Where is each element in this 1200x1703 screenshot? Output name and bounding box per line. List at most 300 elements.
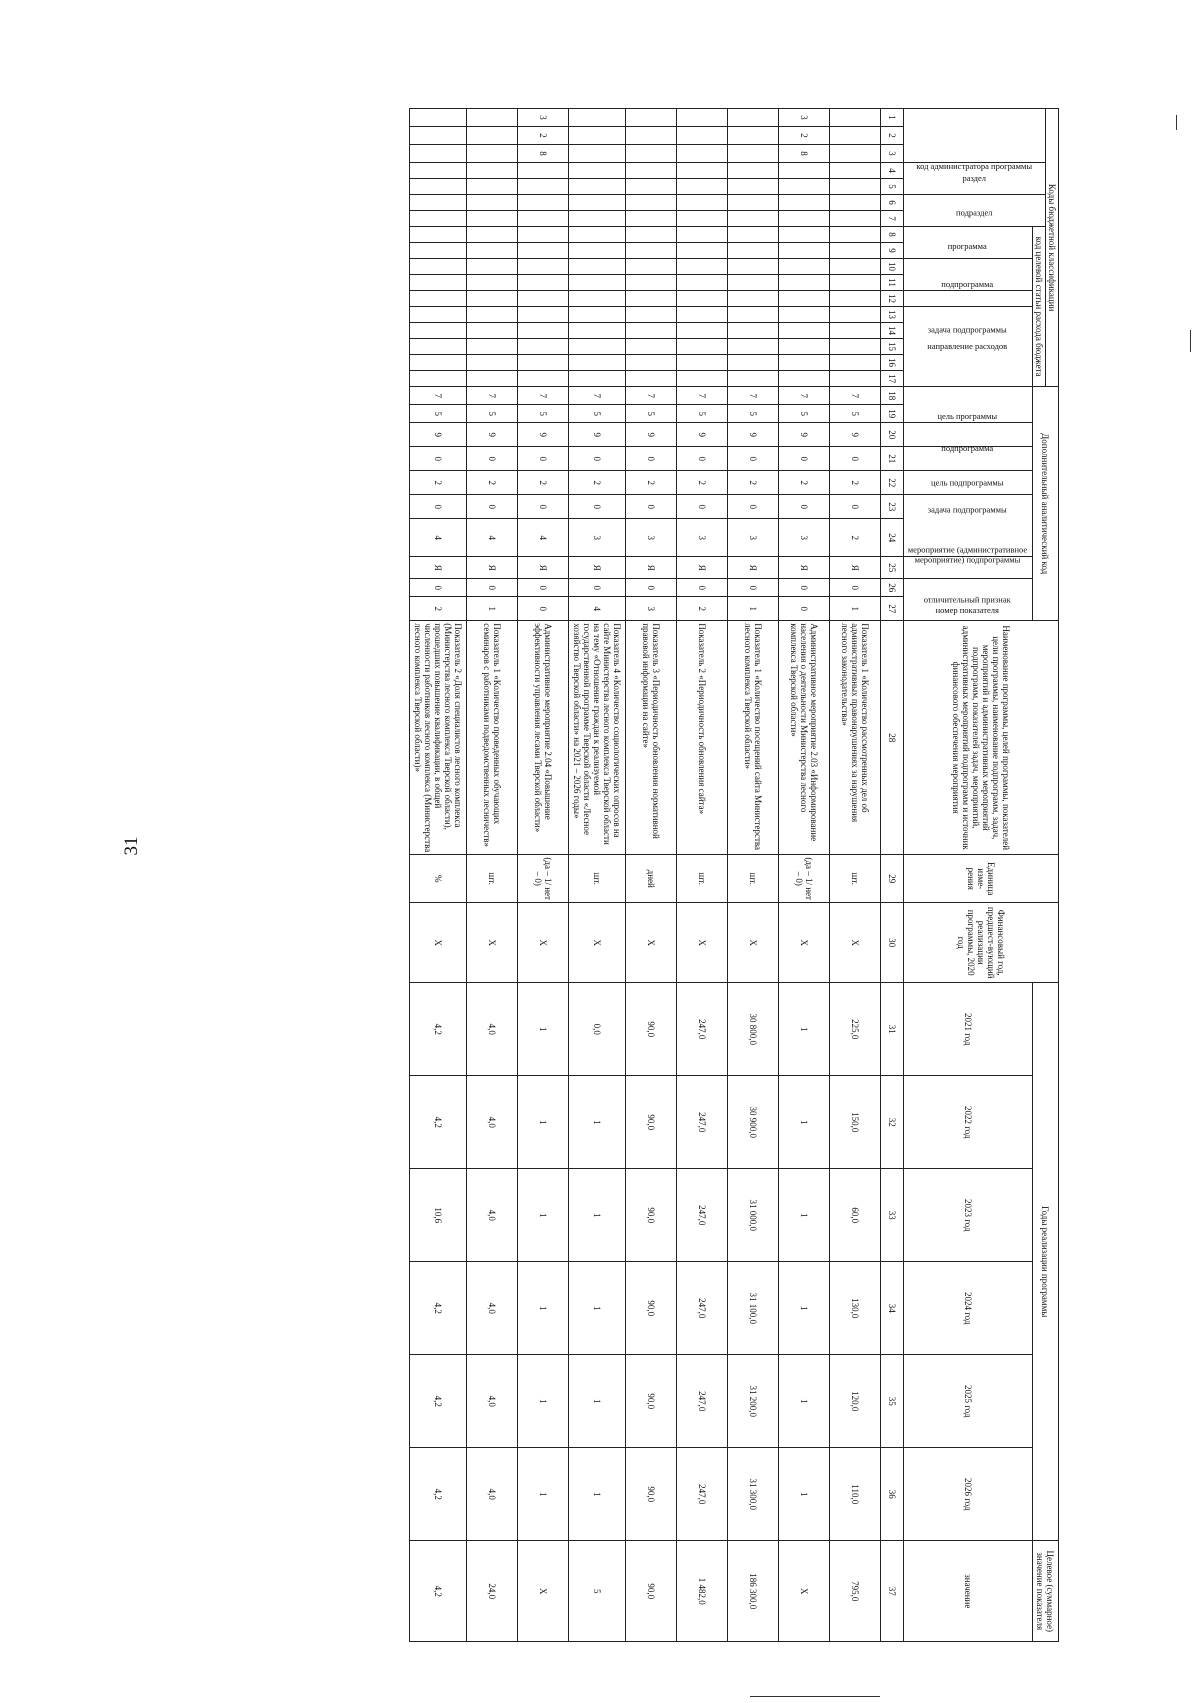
year-value-cell: 1 <box>517 983 568 1076</box>
kbk-code-cell <box>829 307 880 323</box>
base-year-cell: X <box>568 903 625 983</box>
kbk-code-cell <box>409 109 466 127</box>
column-number: 8 <box>880 227 903 243</box>
kbk-code-cell <box>727 109 778 127</box>
column-number: 27 <box>880 597 903 621</box>
kbk-code-cell <box>676 227 727 243</box>
kbk-code-cell: 3 <box>778 109 829 127</box>
kbk-code-cell <box>676 275 727 291</box>
base-year-cell: X <box>625 903 676 983</box>
dop-code-cell: 4 <box>568 597 625 621</box>
kbk-code-cell <box>466 323 517 339</box>
column-number: 32 <box>880 1076 903 1169</box>
column-number: 33 <box>880 1169 903 1262</box>
year-value-cell: 31 300,0 <box>727 1448 778 1541</box>
year-value-cell: 90,0 <box>625 983 676 1076</box>
kbk-code-cell <box>676 243 727 259</box>
kbk-code-cell: 2 <box>778 127 829 145</box>
column-number: 26 <box>880 579 903 597</box>
kbk-code-cell <box>778 307 829 323</box>
year-value-cell: 1 <box>778 1355 829 1448</box>
dop-code-cell: 0 <box>829 579 880 597</box>
target-value-cell: 1 482,0 <box>676 1541 727 1642</box>
kbk-code-cell <box>466 291 517 307</box>
dop-code-cell: 0 <box>625 579 676 597</box>
unit-cell: шт. <box>727 855 778 903</box>
kbk-code-cell <box>568 179 625 195</box>
year-value-cell: 1 <box>778 1169 829 1262</box>
column-number: 9 <box>880 243 903 259</box>
year-value-cell: 4,2 <box>409 983 466 1076</box>
kbk-code-cell <box>727 163 778 179</box>
kbk-code-cell <box>727 339 778 355</box>
kbk-code-cell <box>466 145 517 163</box>
year-2021-header: 2021 год <box>903 983 1032 1076</box>
kbk-code-cell <box>829 275 880 291</box>
kbk-code-cell <box>625 291 676 307</box>
zadacha-podprogrammy-header: задача подпрограммы <box>903 471 1032 495</box>
kbk-code-cell <box>409 355 466 371</box>
column-number: 25 <box>880 557 903 579</box>
dop-code-cell: 0 <box>517 597 568 621</box>
kbk-code-cell <box>517 307 568 323</box>
kbk-code-cell <box>727 371 778 387</box>
kbk-code-cell <box>829 371 880 387</box>
year-value-cell: 90,0 <box>625 1355 676 1448</box>
kbk-code-cell <box>727 355 778 371</box>
target-value-cell: 24,0 <box>466 1541 517 1642</box>
column-number: 24 <box>880 519 903 557</box>
scan-mark <box>750 1696 880 1697</box>
dop-code-cell: 4 <box>517 519 568 557</box>
kbk-code-cell <box>625 371 676 387</box>
kbk-code-cell <box>625 275 676 291</box>
column-number: 22 <box>880 471 903 495</box>
year-value-cell: 1 <box>778 1262 829 1355</box>
kbk-code-cell <box>466 243 517 259</box>
year-2026-header: 2026 год <box>903 1448 1032 1541</box>
column-number: 12 <box>880 291 903 307</box>
year-value-cell: 1 <box>778 983 829 1076</box>
year-value-cell: 90,0 <box>625 1448 676 1541</box>
column-number: 36 <box>880 1448 903 1541</box>
kbk-code-cell <box>517 291 568 307</box>
kbk-code-cell <box>676 179 727 195</box>
kbk-code-cell <box>727 307 778 323</box>
year-value-cell: 1 <box>517 1448 568 1541</box>
kbk-code-cell <box>568 195 625 211</box>
dop-code-cell: 2 <box>409 471 466 495</box>
dop-code-cell: 0 <box>625 447 676 471</box>
cel-programmy-header: цель программы <box>903 387 1032 423</box>
dop-code-cell: 9 <box>568 423 625 447</box>
kbk-code-cell <box>625 259 676 275</box>
kbk-code-cell <box>568 275 625 291</box>
year-value-cell: 10,6 <box>409 1169 466 1262</box>
kbk-code-cell <box>568 127 625 145</box>
row-name-cell: Показатель 2 «Доля специалистов лесного комплекса (Министерства лесного комплекса Тверской области), прошедших повышение квалификации, в общей численности работников лесного комплекса (Министерства лесного комплекса Тверской области)» <box>409 621 466 855</box>
dop-code-cell: Я <box>466 557 517 579</box>
kbk-code-cell <box>409 127 466 145</box>
unit-cell: % <box>409 855 466 903</box>
dop-code-cell: 3 <box>676 519 727 557</box>
kbk-code-cell <box>625 307 676 323</box>
kbk-code-cell <box>625 355 676 371</box>
row-name-cell: Показатель 2 «Периодичность обновления сайта» <box>676 621 727 855</box>
table-row <box>778 109 829 1642</box>
kbk-code-cell <box>568 145 625 163</box>
cel-podprogrammy-num-header: цель подпрограммы <box>903 447 1032 471</box>
year-value-cell: 4,2 <box>409 1262 466 1355</box>
dop-code-cell: 5 <box>676 405 727 423</box>
column-number: 19 <box>880 405 903 423</box>
kbk-code-cell <box>517 355 568 371</box>
kbk-code-cell <box>466 275 517 291</box>
kbk-code-cell: 8 <box>517 145 568 163</box>
kbk-code-cell <box>568 227 625 243</box>
kcsr-header: код целевой статьи расхода бюджета <box>1032 227 1045 387</box>
kbk-code-cell <box>409 195 466 211</box>
kbk-code-cell <box>829 243 880 259</box>
kbk-code-cell <box>829 339 880 355</box>
kbk-code-cell <box>829 291 880 307</box>
dop-code-cell: 0 <box>409 447 466 471</box>
kbk-code-cell <box>517 243 568 259</box>
year-value-cell: 31 000,0 <box>727 1169 778 1262</box>
year-value-cell: 90,0 <box>625 1169 676 1262</box>
dop-code-cell: 2 <box>466 471 517 495</box>
kbk-code-cell <box>829 163 880 179</box>
unit-header: Единица изме-рения <box>903 855 1058 903</box>
kbk-code-cell <box>568 211 625 227</box>
kbk-code-cell <box>466 163 517 179</box>
kbk-code-cell <box>727 259 778 275</box>
kbk-code-cell <box>568 355 625 371</box>
target-value-cell: 90,0 <box>625 1541 676 1642</box>
kbk-code-cell <box>625 179 676 195</box>
dop-code-cell: 3 <box>625 519 676 557</box>
name-header: Наименование программы, целей программы, показателей цели программы, наименование подпрограмм, задач, мероприятий и административных мероприятий подпрограмм, показателей задач, мероприятий, административных мероприятий подпрограмм и источник финансового обеспечения мероприятия <box>903 621 1058 855</box>
dop-code-cell: 0 <box>409 579 466 597</box>
dop-code-cell: 2 <box>778 471 829 495</box>
column-number: 23 <box>880 495 903 519</box>
unit-cell: (да – 1/ нет – 0) <box>517 855 568 903</box>
kbk-code-cell <box>466 127 517 145</box>
year-value-cell: 225,0 <box>829 983 880 1076</box>
dop-code-cell: 2 <box>517 471 568 495</box>
year-value-cell: 1 <box>568 1169 625 1262</box>
dop-code-cell: 7 <box>778 387 829 405</box>
kbk-code-cell <box>409 371 466 387</box>
year-2024-header: 2024 год <box>903 1262 1032 1355</box>
dop-code-cell: 5 <box>778 405 829 423</box>
kbk-code-cell: 2 <box>517 127 568 145</box>
year-value-cell: 90,0 <box>625 1262 676 1355</box>
dop-code-cell: 7 <box>517 387 568 405</box>
kbk-code-cell <box>625 145 676 163</box>
dop-code-cell: 0 <box>727 579 778 597</box>
kbk-code-cell <box>676 307 727 323</box>
year-value-cell: 247,0 <box>676 1355 727 1448</box>
nomer-header: номер показателя <box>903 579 1032 621</box>
kbk-code-cell <box>466 355 517 371</box>
dop-code-cell: 0 <box>517 447 568 471</box>
dop-code-cell: 7 <box>409 387 466 405</box>
year-value-cell: 247,0 <box>676 1448 727 1541</box>
dop-code-cell: 4 <box>409 519 466 557</box>
year-2022-header: 2022 год <box>903 1076 1032 1169</box>
kbk-code-cell <box>727 195 778 211</box>
column-numbers-row <box>880 109 903 1642</box>
kbk-code-cell <box>409 179 466 195</box>
column-number: 5 <box>880 179 903 195</box>
dop-code-cell: 5 <box>517 405 568 423</box>
dop-code-cell: 2 <box>676 597 727 621</box>
year-value-cell: 1 <box>517 1262 568 1355</box>
kbk-code-cell <box>778 275 829 291</box>
dop-code-cell: 0 <box>727 447 778 471</box>
column-number: 18 <box>880 387 903 405</box>
dop-code-cell: 0 <box>517 495 568 519</box>
column-number: 4 <box>880 163 903 179</box>
kbk-code-cell <box>778 339 829 355</box>
dop-code-cell: 0 <box>568 447 625 471</box>
dop-code-cell: 1 <box>829 597 880 621</box>
kbk-code-cell <box>676 109 727 127</box>
target-header: Целевое (суммарное) значение показателя <box>1032 1541 1058 1642</box>
year-value-cell: 1 <box>568 1448 625 1541</box>
kbk-code-cell <box>409 211 466 227</box>
dop-code-cell: Я <box>727 557 778 579</box>
column-number: 13 <box>880 307 903 323</box>
kbk-code-cell <box>778 243 829 259</box>
unit-cell: (да – 1/ нет – 0) <box>778 855 829 903</box>
table-row <box>829 109 880 1642</box>
dop-code-cell: 1 <box>466 597 517 621</box>
year-value-cell: 4,2 <box>409 1355 466 1448</box>
cel-podprogrammy-header: подпрограмма <box>903 423 1032 447</box>
kbk-code-cell <box>727 145 778 163</box>
kbk-code-cell <box>625 243 676 259</box>
admin-code-header: код администратора программы <box>903 109 1045 163</box>
year-value-cell: 247,0 <box>676 983 727 1076</box>
dop-code-cell: 0 <box>829 447 880 471</box>
dop-code-cell: 5 <box>466 405 517 423</box>
kbk-code-cell <box>829 227 880 243</box>
dop-code-cell: 9 <box>778 423 829 447</box>
target-value-header: значение <box>903 1541 1032 1642</box>
kbk-code-cell <box>517 179 568 195</box>
year-value-cell: 1 <box>568 1262 625 1355</box>
dop-code-cell: 9 <box>625 423 676 447</box>
dop-code-cell: 0 <box>568 579 625 597</box>
kbk-code-cell <box>676 163 727 179</box>
dop-code-cell: 0 <box>466 447 517 471</box>
year-value-cell: 31 200,0 <box>727 1355 778 1448</box>
base-year-cell: X <box>727 903 778 983</box>
year-value-cell: 60,0 <box>829 1169 880 1262</box>
kbk-code-cell <box>676 291 727 307</box>
kbk-code-cell: 3 <box>517 109 568 127</box>
kbk-code-cell <box>517 163 568 179</box>
dop-code-cell: Я <box>676 557 727 579</box>
year-value-cell: 120,0 <box>829 1355 880 1448</box>
unit-cell: шт. <box>676 855 727 903</box>
target-value-cell: 5 <box>568 1541 625 1642</box>
zadacha-header: задача подпрограммы <box>903 291 1032 307</box>
kbk-code-cell <box>568 259 625 275</box>
column-number: 21 <box>880 447 903 471</box>
scan-mark <box>1190 330 1191 352</box>
kbk-code-cell <box>466 211 517 227</box>
kbk-code-cell <box>676 195 727 211</box>
kbk-code-cell <box>568 339 625 355</box>
kbk-code-cell <box>625 127 676 145</box>
dop-code-cell: 7 <box>829 387 880 405</box>
dop-code-cell: 7 <box>466 387 517 405</box>
year-value-cell: 1 <box>778 1448 829 1541</box>
kbk-code-cell <box>829 323 880 339</box>
dop-code-cell: 0 <box>778 579 829 597</box>
table-row <box>568 109 625 1642</box>
base-year-cell: X <box>829 903 880 983</box>
dop-code-cell: 0 <box>466 579 517 597</box>
program-table <box>409 108 1059 1642</box>
year-value-cell: 4,0 <box>466 1448 517 1541</box>
year-value-cell: 1 <box>778 1076 829 1169</box>
kbk-code-cell <box>778 195 829 211</box>
row-name-cell: Показатель 1 «Количество посещений сайта Министерства лесного комплекса Тверской области» <box>727 621 778 855</box>
row-name-cell: Показатель 1 «Количество проведенных обучающих семинаров с работниками подведомственных лесничеств» <box>466 621 517 855</box>
year-value-cell: 1 <box>517 1355 568 1448</box>
dop-code-cell: 0 <box>778 447 829 471</box>
kbk-code-cell <box>829 355 880 371</box>
dop-code-cell: 3 <box>568 519 625 557</box>
kbk-code-cell <box>625 227 676 243</box>
year-value-cell: 1 <box>568 1355 625 1448</box>
row-name-cell: Административное мероприятие 2.03 «Информирование населения о деятельности Министерства лесного комплекса Тверской области» <box>778 621 829 855</box>
dop-code-cell: 0 <box>676 447 727 471</box>
kbk-code-cell <box>625 163 676 179</box>
kbk-code-cell <box>778 163 829 179</box>
meropriyatie-header: мероприятие (административное мероприятие) подпрограммы <box>903 495 1032 557</box>
year-value-cell: 4,0 <box>466 1262 517 1355</box>
unit-cell: шт. <box>568 855 625 903</box>
column-number: 29 <box>880 855 903 903</box>
kbk-code-cell <box>466 227 517 243</box>
year-value-cell: 4,2 <box>409 1076 466 1169</box>
dop-code-cell: 0 <box>568 495 625 519</box>
kbk-code-cell <box>466 179 517 195</box>
kbk-code-cell <box>625 109 676 127</box>
dop-code-cell: 0 <box>676 579 727 597</box>
column-number: 37 <box>880 1541 903 1642</box>
kbk-code-cell <box>409 339 466 355</box>
dop-code-cell: 5 <box>568 405 625 423</box>
kbk-code-cell <box>676 145 727 163</box>
column-number: 16 <box>880 355 903 371</box>
kbk-code-cell <box>517 227 568 243</box>
row-name-cell: Показатель 4 «Количество социологических опросов на сайте Министерства лесного комплекса Тверской области на тему «Отношение граждан к реализуемой государственной программе Тверской области «Лесное хозяйство Тверской области» на 2021 – 2026 годы» <box>568 621 625 855</box>
kbk-code-cell <box>829 179 880 195</box>
dop-code-cell: 0 <box>829 495 880 519</box>
year-value-cell: 30 900,0 <box>727 1076 778 1169</box>
year-value-cell: 4,0 <box>466 1355 517 1448</box>
razdel-header: раздел <box>903 163 1045 195</box>
row-name-cell: Административное мероприятие 2.04 «Повышение эффективности управления лесами Тверской области» <box>517 621 568 855</box>
dop-code-cell: 1 <box>727 597 778 621</box>
kbk-code-cell <box>778 291 829 307</box>
kbk-code-cell <box>676 339 727 355</box>
column-number: 1 <box>880 109 903 127</box>
dop-code-cell: 5 <box>727 405 778 423</box>
priznak-header: отличительный признак <box>903 557 1032 579</box>
kbk-code-cell <box>625 323 676 339</box>
year-value-cell: 1 <box>517 1076 568 1169</box>
target-value-cell: X <box>517 1541 568 1642</box>
kbk-code-cell <box>727 211 778 227</box>
dop-code-cell: Я <box>625 557 676 579</box>
kbk-code-cell <box>466 371 517 387</box>
year-value-cell: 90,0 <box>625 1076 676 1169</box>
kbk-code-cell <box>625 195 676 211</box>
unit-cell: шт. <box>466 855 517 903</box>
kbk-code-cell <box>727 323 778 339</box>
year-2023-header: 2023 год <box>903 1169 1032 1262</box>
kbk-code-cell <box>829 211 880 227</box>
dop-code-cell: Я <box>409 557 466 579</box>
column-number: 17 <box>880 371 903 387</box>
column-number: 10 <box>880 259 903 275</box>
column-number: 11 <box>880 275 903 291</box>
base-year-header: Финансовый год, предшест-вующий реализации программы, 2020 год <box>903 903 1058 983</box>
dop-code-cell: 2 <box>829 519 880 557</box>
dop-code-cell: 9 <box>676 423 727 447</box>
kbk-code-cell <box>517 275 568 291</box>
kbk-code-cell <box>517 323 568 339</box>
kbk-code-cell <box>409 145 466 163</box>
year-2025-header: 2025 год <box>903 1355 1032 1448</box>
year-value-cell: 31 100,0 <box>727 1262 778 1355</box>
kbk-code-cell <box>568 109 625 127</box>
kbk-code-cell <box>727 243 778 259</box>
kbk-code-cell <box>625 339 676 355</box>
years-header: Годы реализации программы <box>1032 983 1058 1541</box>
dop-code-cell: 3 <box>625 597 676 621</box>
kbk-header: Коды бюджетной классификации <box>1045 109 1058 387</box>
kbk-code-cell <box>409 323 466 339</box>
kbk-code-cell <box>727 127 778 145</box>
kbk-code-cell <box>568 371 625 387</box>
dop-code-cell: Я <box>517 557 568 579</box>
kbk-code-cell <box>778 227 829 243</box>
year-value-cell: 0,0 <box>568 983 625 1076</box>
kbk-code-cell <box>409 307 466 323</box>
dop-code-cell: 0 <box>466 495 517 519</box>
year-value-cell: 1 <box>517 1169 568 1262</box>
kbk-code-cell <box>517 371 568 387</box>
dop-code-cell: 9 <box>466 423 517 447</box>
scan-mark <box>1176 115 1177 130</box>
dop-code-cell: 2 <box>727 471 778 495</box>
kbk-code-cell <box>466 339 517 355</box>
dop-code-cell: 7 <box>625 387 676 405</box>
column-number: 15 <box>880 339 903 355</box>
year-value-cell: 4,0 <box>466 983 517 1076</box>
kbk-code-cell <box>778 355 829 371</box>
kbk-code-cell <box>517 211 568 227</box>
kbk-code-cell <box>829 109 880 127</box>
